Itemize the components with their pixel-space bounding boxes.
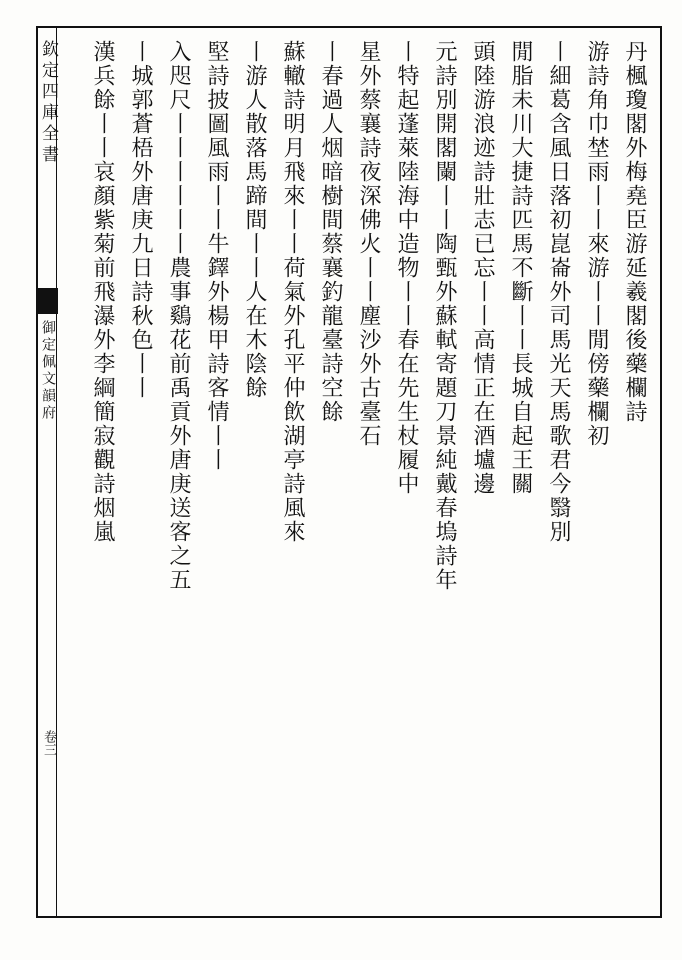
text-column-14: 丨城郭蒼梧外唐庚九日詩秋色丨丨 (128, 40, 153, 400)
text-column-5: 頭陸游浪迹詩壯志已忘丨丨高情正在酒壚邊 (470, 40, 495, 496)
text-column-11: 丨游人散落馬蹄間丨丨人在木陰餘 (242, 40, 267, 400)
text-column-13: 入咫尺丨丨丨丨丨丨農事鷄花前禹貢外唐庚送客之五 (166, 40, 191, 592)
margin-work-title: 御定佩文韻府 (40, 320, 56, 422)
frame-top-line (36, 26, 662, 28)
text-column-7: 丨特起蓬萊陸海中造物丨丨春在先生杖履中 (394, 40, 419, 496)
text-column-12: 堅詩披圖風雨丨丨牛鐸外楊甲詩客情丨丨 (204, 40, 229, 472)
text-column-15: 漢兵餘丨丨哀顏紫菊前飛瀑外李綱簡寂觀詩烟嵐 (90, 40, 115, 544)
text-column-4: 閒脂未川大捷詩匹馬不斷丨丨長城自起王關 (508, 40, 533, 496)
text-column-6: 元詩別開閣闌丨丨陶甄外蘇軾寄題刀景純戴春塢詩年 (432, 40, 457, 592)
frame-bottom-line (36, 916, 662, 918)
text-column-8: 星外蔡襄詩夜深佛火丨丨塵沙外古臺石 (356, 40, 381, 448)
text-column-2: 游詩角巾埜雨丨丨來游丨丨閒傍藥欄初 (584, 40, 609, 448)
text-column-1: 丹楓瓊閣外梅堯臣游延羲閣後藥欄詩 (622, 40, 647, 424)
text-column-10: 蘇轍詩明月飛來丨丨荷氣外孔平仲飲湖亭詩風來 (280, 40, 305, 544)
frame-right-line (660, 26, 662, 916)
margin-book-title: 欽定四庫全書 (38, 40, 58, 166)
text-column-3: 丨細葛含風日落初崑崙外司馬光天馬歌君今翳別 (546, 40, 571, 544)
fish-tail-mark (36, 288, 58, 314)
text-column-9: 丨春過人烟暗樹間蔡襄釣龍臺詩空餘 (318, 40, 343, 424)
margin-volume-number: 卷三 (41, 730, 56, 756)
